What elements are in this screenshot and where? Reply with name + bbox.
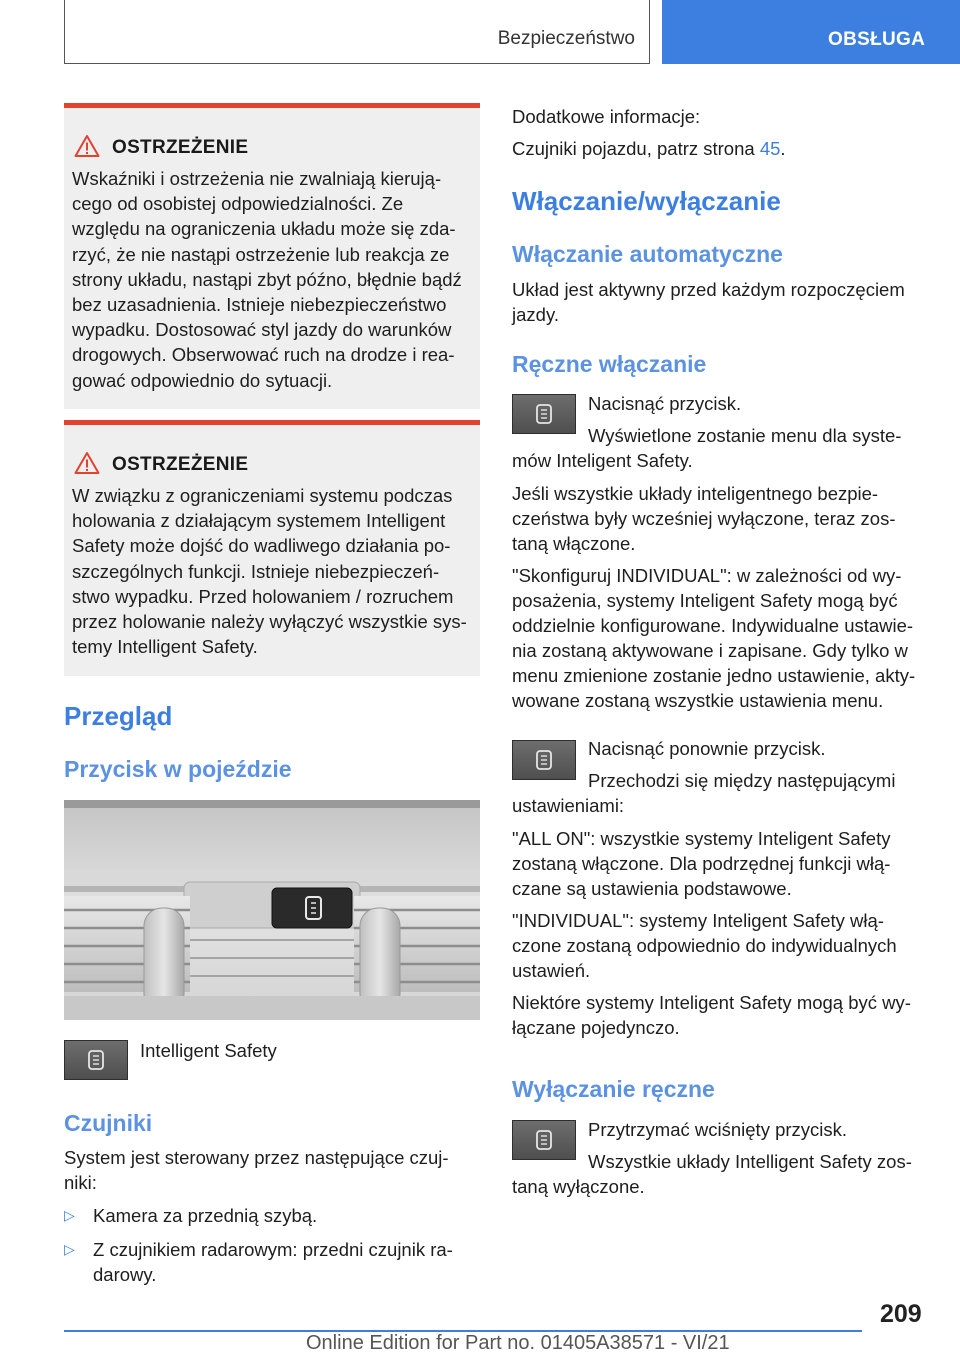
warning-icon xyxy=(74,134,100,158)
all-on-paragraph: "ALL ON": wszystkie systemy Inteligent Safety zostaną włączone. Dla podrzędnej funkcji włą- czane są ustawienia podstawowe. xyxy=(512,828,891,899)
individual-config-paragraph: "Skonfiguruj INDIVIDUAL": w zależności od wy- posażenia, systemy Inteligent Safety mogą być oddzielnie konfigurowane. Indywidualne ustawie- nia zostaną aktywowane i zapisane. Gdy tylko w menu zmienione zostanie jedno ustawienie, akty- wowane zostaną wszystkie ustawienia menu. xyxy=(512,565,916,711)
manual-on-result-line1: Wyświetlone zostanie menu dla syste- xyxy=(588,425,902,446)
heading-manual-on: Ręczne włączanie xyxy=(512,351,707,377)
switch-line1: Przechodzi się między następującymi xyxy=(588,770,896,791)
warning-text: W związku z ograniczeniami systemu podczas holowania z działającym systemem Intelligent Safety może dojść do wadliwego działania po- szczególnych funkcji. Istnieje niebezpieczeń- stwo wypadku. Przed holowaniem / rozruchem przez holowanie należy wyłączyć wszystkie sys- temy Intelligent Safety. xyxy=(72,485,467,658)
warning-icon xyxy=(74,451,100,475)
button-caption: Intelligent Safety xyxy=(140,1040,277,1061)
some-systems-paragraph: Niektóre systemy Inteligent Safety mogą być wy- łączane pojedynczo. xyxy=(512,992,911,1038)
heading-auto-on: Włączanie automatyczne xyxy=(512,241,783,267)
bullet-triangle-icon: ▷ xyxy=(64,1241,75,1257)
heading-button-in-vehicle: Przycisk w pojeździe xyxy=(64,756,292,782)
header-section-title: Bezpieczeństwo xyxy=(497,28,635,49)
bullet-triangle-icon: ▷ xyxy=(64,1207,75,1223)
intelligent-safety-button-icon xyxy=(512,394,576,434)
warning-text: Wskaźniki i ostrzeżenia nie zwalniają kierują- cego od osobistej odpowiedzialności. Ze względu na ograniczenia układu może się zda- rzyć, że nie nastąpi ostrzeżenie lub reakcja ze strony układu, nastąpi zbyt późno, błędnie bądź bez uzasadnienia. Istnieje niebezpieczeństwo wypadku. Dostosować styl jazdy do warunków drogowych. Obserwować ruch na drodze i rea- gować odpowiednio do sytuacji. xyxy=(72,168,462,391)
info-reference: Czujniki pojazdu, patrz strona 45. xyxy=(512,138,786,159)
press-again-action: Nacisnąć ponownie przycisk. xyxy=(588,738,826,759)
intelligent-safety-button-icon xyxy=(512,1120,576,1160)
off-result-line2: taną wyłączone. xyxy=(512,1176,645,1197)
footer-edition: Online Edition for Part no. 01405A38571 - VI/21 xyxy=(306,1332,730,1354)
heading-on-off: Włączanie/wyłączanie xyxy=(512,186,781,216)
console-button-photo xyxy=(64,800,480,1020)
heading-manual-off: Wyłączanie ręczne xyxy=(512,1076,715,1102)
switch-line2: ustawieniami: xyxy=(512,795,625,816)
auto-on-text: Układ jest aktywny przed każdym rozpoczęciem jazdy. xyxy=(512,279,905,325)
page-link[interactable]: 45 xyxy=(759,138,781,159)
page-number: 209 xyxy=(880,1300,922,1328)
intelligent-safety-button-icon xyxy=(64,1040,128,1080)
warning-box-1 xyxy=(64,103,480,409)
heading-sensors: Czujniki xyxy=(64,1110,153,1136)
individual-paragraph: "INDIVIDUAL": systemy Inteligent Safety włą- czone zostaną odpowiednio do indywidualnych ustawień. xyxy=(512,910,897,981)
warning-box-2 xyxy=(64,420,480,676)
warning-title: OSTRZEŻENIE xyxy=(112,137,249,158)
hold-action: Przytrzymać wciśnięty przycisk. xyxy=(588,1119,848,1140)
info-label: Dodatkowe informacje: xyxy=(512,106,701,127)
manual-on-action: Nacisnąć przycisk. xyxy=(588,393,742,414)
intelligent-safety-button-icon xyxy=(512,740,576,780)
heading-overview: Przegląd xyxy=(64,701,173,731)
warning-title: OSTRZEŻENIE xyxy=(112,454,249,475)
manual-on-result-line2: mów Inteligent Safety. xyxy=(512,450,693,471)
header-tab[interactable] xyxy=(662,0,960,64)
header-tab-label: OBSŁUGA xyxy=(828,29,926,50)
header-section xyxy=(64,0,650,64)
off-result-line1: Wszystkie układy Intelligent Safety zos- xyxy=(588,1151,912,1172)
sensors-text: System jest sterowany przez następujące czuj- niki: xyxy=(64,1147,449,1193)
all-off-paragraph: Jeśli wszystkie układy inteligentnego bezpie- czeństwa były wcześniej wyłączone, teraz zos- taną włączone. xyxy=(512,483,896,554)
